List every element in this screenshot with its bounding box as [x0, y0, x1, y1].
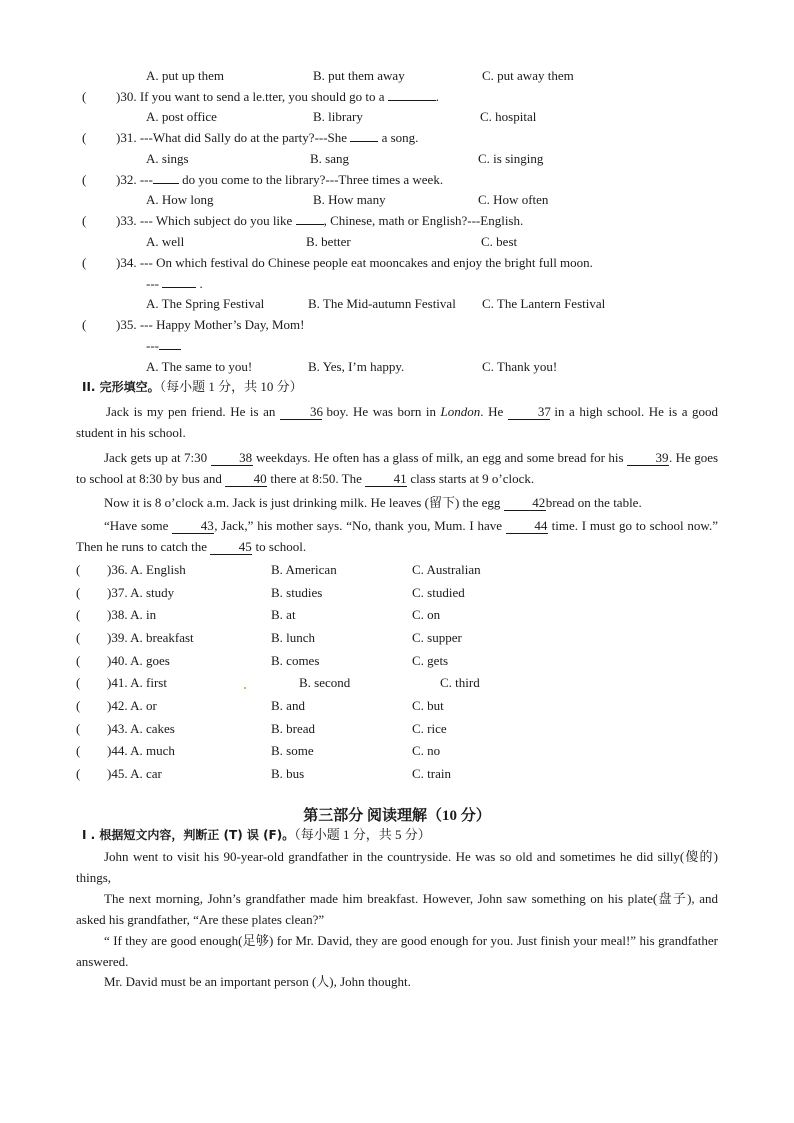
q32-option-c: C. How often	[478, 192, 549, 207]
q34-option-a: A. The Spring Festival	[146, 296, 265, 311]
q33-option-a: A. well	[146, 234, 185, 249]
answer-blank[interactable]	[350, 141, 378, 142]
answer-paren: (	[82, 213, 87, 228]
blank-43: 43	[172, 519, 214, 534]
question-number: )30.	[116, 89, 137, 104]
q29-option-a: A. put up them	[146, 68, 224, 83]
cloze-paragraph-1: Jack is my pen friend. He is an 36 boy. He was born in London. He 37 in a high school. He is a good student in his school.	[76, 404, 719, 440]
blank-41: 41	[365, 472, 407, 487]
question-stem-end: .	[435, 89, 439, 104]
q31-option-a: A. sings	[146, 151, 189, 166]
answer-blank[interactable]	[296, 224, 324, 225]
option-a: )44. A. much	[107, 743, 175, 758]
blank-40: 40	[225, 472, 267, 487]
answer-paren: (	[82, 172, 87, 187]
answer-paren: (	[76, 721, 81, 736]
q34-option-b: B. The Mid-autumn Festival	[308, 296, 456, 311]
stray-dot	[244, 687, 246, 689]
answer-blank[interactable]	[162, 287, 196, 288]
reading-paragraph-1: John went to visit his 90-year-old grandfather in the countryside. He was so old and sometimes he did silly(傻的) things,	[76, 849, 718, 885]
question-number: )33.	[116, 213, 137, 228]
option-a: )45. A. car	[107, 766, 162, 781]
q30-option-c: C. hospital	[480, 109, 537, 124]
blank-39: 39	[627, 451, 669, 466]
q35-option-a: A. The same to you!	[146, 359, 253, 374]
q30-option-b: B. library	[313, 109, 363, 124]
question-number: )35.	[116, 317, 137, 332]
q29-option-b: B. put them away	[313, 68, 405, 83]
part3-heading-scoring: （每小题 1 分，共 5 分）	[294, 827, 431, 842]
question-33	[116, 213, 523, 229]
option-c: C. but	[412, 698, 444, 713]
cloze-heading	[82, 379, 303, 395]
option-c: C. third	[440, 675, 480, 690]
part3-title: 第三部分 阅读理解（10 分）	[303, 808, 491, 824]
option-b: B. at	[271, 607, 296, 622]
option-c: C. train	[412, 766, 451, 781]
answer-paren: (	[76, 766, 81, 781]
option-a: )39. A. breakfast	[107, 630, 194, 645]
option-a: )40. A. goes	[107, 653, 170, 668]
option-a: )36. A. English	[107, 562, 186, 577]
answer-paren: (	[76, 585, 81, 600]
answer-paren: (	[82, 130, 87, 145]
question-stem: ---What did Sally do at the party?---She	[139, 130, 348, 145]
option-b: B. American	[271, 562, 337, 577]
answer-paren: (	[76, 630, 81, 645]
q35-option-c: C. Thank you!	[482, 359, 558, 374]
question-stem-end: , Chinese, math or English?---English.	[323, 213, 524, 228]
q31-option-b: B. sang	[310, 151, 349, 166]
option-a: )41. A. first	[107, 675, 167, 690]
question-30	[116, 89, 439, 105]
answer-paren: (	[82, 255, 87, 270]
q33-option-c: C. best	[481, 234, 518, 249]
option-c: C. Australian	[412, 562, 481, 577]
option-c: C. gets	[412, 653, 449, 668]
blank-37: 37	[508, 405, 550, 420]
answer-prefix: ---	[146, 276, 159, 291]
q32-option-a: A. How long	[146, 192, 214, 207]
option-b: B. studies	[271, 585, 323, 600]
option-c: C. no	[412, 743, 441, 758]
cloze-heading-label: II. 完形填空。	[82, 380, 160, 394]
question-32	[116, 172, 443, 188]
option-a: )42. A. or	[107, 698, 157, 713]
question-35	[116, 317, 304, 333]
q35-answer-line	[146, 338, 181, 354]
q35-option-b: B. Yes, I’m happy.	[308, 359, 405, 374]
option-b: B. bread	[271, 721, 316, 736]
option-b: B. lunch	[271, 630, 316, 645]
blank-44: 44	[506, 519, 548, 534]
question-number: )34.	[116, 255, 137, 270]
question-number: )32.	[116, 172, 137, 187]
blank-38: 38	[211, 451, 253, 466]
question-stem-end: do you come to the library?---Three times a week.	[182, 172, 444, 187]
answer-prefix: ---	[146, 338, 159, 353]
question-stem: --- Which subject do you like	[139, 213, 293, 228]
answer-blank[interactable]	[159, 349, 181, 350]
option-c: C. on	[412, 607, 441, 622]
option-c: C. rice	[412, 721, 447, 736]
answer-paren: (	[76, 698, 81, 713]
question-31	[116, 130, 418, 146]
option-a: )43. A. cakes	[107, 721, 175, 736]
answer-paren: (	[76, 653, 81, 668]
question-number: )31.	[116, 130, 137, 145]
q31-option-c: C. is singing	[478, 151, 544, 166]
answer-suffix: .	[199, 276, 203, 291]
option-b: B. some	[271, 743, 314, 758]
option-c: C. studied	[412, 585, 465, 600]
part3-heading-label: I . 根据短文内容，判断正 (T) 误 (F)。	[82, 828, 295, 842]
answer-paren: (	[82, 317, 87, 332]
option-b: B. comes	[271, 653, 320, 668]
question-stem: --- Happy Mother’s Day, Mom!	[139, 317, 305, 332]
blank-42: 42	[504, 496, 546, 511]
q34-answer-line	[146, 276, 203, 292]
option-b: B. second	[299, 675, 351, 690]
question-stem: If you want to send a le.tter, you should go to a	[139, 89, 385, 104]
answer-paren: (	[82, 89, 87, 104]
answer-paren: (	[76, 743, 81, 758]
q34-option-c: C. The Lantern Festival	[482, 296, 606, 311]
reading-paragraph-2: The next morning, John’s grandfather made him breakfast. However, John saw something on his plate(盘子), and asked his grandfather, “Are these plates clean?”	[76, 891, 718, 927]
option-b: B. and	[271, 698, 305, 713]
reading-paragraph-3: “ If they are good enough(足够) for Mr. David, they are good enough for you. Just finish your meal!” his grandfather answered.	[76, 933, 718, 969]
cloze-heading-scoring: （每小题 1 分，共 10 分）	[159, 379, 303, 394]
option-a: )38. A. in	[107, 607, 157, 622]
option-c: C. supper	[412, 630, 462, 645]
option-b: B. bus	[271, 766, 305, 781]
question-stem: ---	[139, 172, 153, 187]
blank-36: 36	[280, 405, 322, 420]
answer-paren: (	[76, 607, 81, 622]
part3-heading	[82, 827, 431, 843]
answer-blank[interactable]	[153, 183, 179, 184]
q30-option-a: A. post office	[146, 109, 217, 124]
cloze-paragraph-3: Now it is 8 o’clock a.m. Jack is just drinking milk. He leaves (留下) the egg 42bread on the table.	[104, 495, 642, 510]
question-34	[116, 255, 593, 271]
answer-blank[interactable]	[388, 100, 436, 101]
question-stem: --- On which festival do Chinese people eat mooncakes and enjoy the bright full moon.	[139, 255, 593, 270]
question-stem-end: a song.	[381, 130, 419, 145]
city-name: London	[440, 404, 481, 419]
q32-option-b: B. How many	[313, 192, 386, 207]
option-a: )37. A. study	[107, 585, 175, 600]
cloze-paragraph-4: “Have some 43, Jack,” his mother says. “No, thank you, Mum. I have 44 time. I must go to school now.” Then he runs to catch the 45 to school.	[76, 518, 718, 554]
answer-paren: (	[76, 675, 81, 690]
cloze-paragraph-2: Jack gets up at 7:30 38 weekdays. He often has a glass of milk, an egg and some bread for his 39. He goes to school at 8:30 by bus and 40 there at 8:50. The 41 class starts at 9 o’clock.	[76, 450, 719, 486]
reading-paragraph-4: Mr. David must be an important person (人), John thought.	[104, 974, 411, 989]
answer-paren: (	[76, 562, 81, 577]
blank-45: 45	[210, 540, 252, 555]
q33-option-b: B. better	[306, 234, 351, 249]
q29-option-c: C. put away them	[482, 68, 574, 83]
